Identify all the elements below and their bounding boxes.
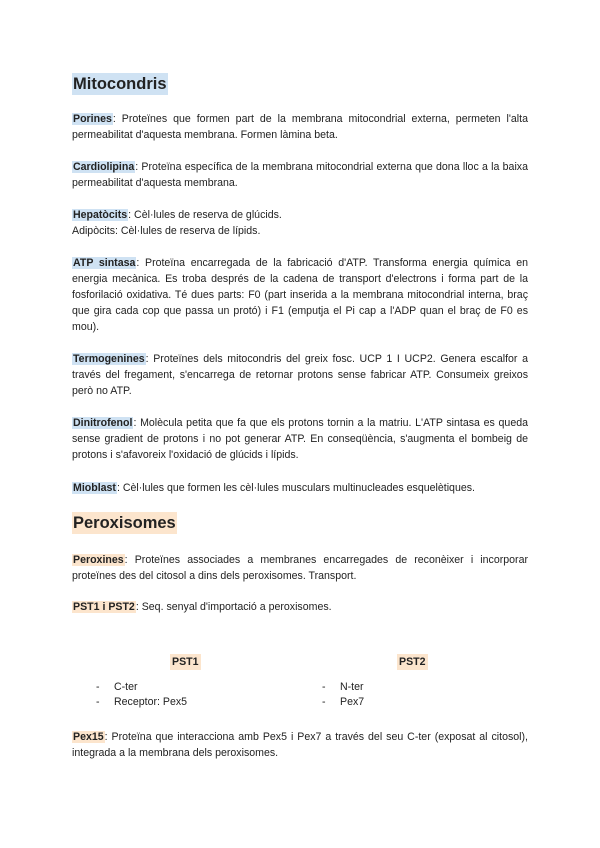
definition-adipocits: Adipòcits: Cèl·lules de reserva de lípids.	[72, 225, 261, 237]
entry-dinitrofenol	[72, 415, 528, 463]
entry-pex15	[72, 729, 528, 761]
term-atp-sintasa: ATP sintasa	[73, 257, 136, 269]
term-dinitrofenol: Dinitrofenol	[73, 417, 133, 429]
pst1-heading: PST1	[172, 656, 199, 668]
list-item: - Receptor: Pex5	[96, 695, 187, 710]
definition-porines: : Proteïnes que formen part de la membrana mitocondrial externa, permeten l'alta permeabilitat d'aquesta membrana. Formen làmina beta.	[72, 113, 528, 141]
definition-pex15: : Proteïna que interacciona amb Pex5 i Pex7 a través del seu C-ter (exposat al citosol), integrada a la membrana dels peroxisomes.	[72, 731, 528, 759]
section-title-mitocondris: Mitocondris	[73, 75, 167, 93]
term-hepatocits: Hepatòcits	[73, 209, 128, 221]
entry-cardiolipina	[72, 159, 528, 191]
definition-peroxines: : Proteïnes associades a membranes encarregades de reconèixer i incorporar proteïnes des del citosol a dins dels peroxisomes. Transport.	[72, 554, 528, 582]
definition-cardiolipina: : Proteïna específica de la membrana mitocondrial externa que dona lloc a la baixa permeabilitat d'aquesta membrana.	[72, 161, 528, 189]
term-porines: Porines	[73, 113, 112, 125]
definition-hepatocits: : Cèl·lules de reserva de glúcids.	[128, 209, 282, 221]
term-termogenines: Termogenines	[73, 353, 145, 365]
pst2-heading: PST2	[399, 656, 426, 668]
term-peroxines: Peroxines	[73, 554, 124, 566]
pst1-list	[96, 680, 187, 710]
definition-termogenines: : Proteïnes dels mitocondris del greix fosc. UCP 1 I UCP2. Genera escalfor a través del fregament, s'encarrega de retornar protons sense fabricar ATP. Consumeix greixos però no ATP.	[72, 353, 528, 397]
entry-pst1-pst2	[72, 599, 528, 615]
list-item: - N-ter	[322, 680, 364, 695]
list-item: - C-ter	[96, 680, 187, 695]
pst2-list	[322, 680, 364, 710]
section-title-peroxisomes: Peroxisomes	[73, 514, 176, 532]
list-item: - Pex7	[322, 695, 364, 710]
definition-dinitrofenol: : Molècula petita que fa que els protons tornin a la matriu. L'ATP sintasa es queda sense gradient de protons i no pot generar ATP. En conseqüència, s'augmenta el bombeig de protons i s'afavoreix l'oxidació de glúcids i lípids.	[72, 417, 528, 461]
entry-porines	[72, 111, 528, 143]
term-pex15: Pex15	[73, 731, 104, 743]
entry-peroxines	[72, 552, 528, 584]
definition-pst1-pst2: : Seq. senyal d'importació a peroxisomes.	[135, 601, 332, 613]
term-pst1-pst2: PST1 i PST2	[73, 601, 135, 613]
entry-hepatocits	[72, 207, 528, 239]
definition-atp-sintasa: : Proteïna encarregada de la fabricació d'ATP. Transforma energia química en energia mecànica. Es troba després de la cadena de transport d'electrons i forma part de la fosforilació oxidativa. Té dues parts: F0 (part inserida a la membrana mitocondrial interna, braç que gira cada cop que passa un protó) i F1 (emputja el Pi cap a l'ADP quan el braç de F0 es mou).	[72, 257, 528, 333]
term-mioblast: Mioblast	[73, 482, 116, 494]
entry-termogenines	[72, 351, 528, 399]
definition-mioblast: : Cèl·lules que formen les cèl·lules musculars multinucleades esquelètiques.	[116, 482, 475, 494]
entry-atp-sintasa	[72, 255, 528, 335]
term-cardiolipina: Cardiolipina	[73, 161, 135, 173]
entry-mioblast	[72, 480, 528, 496]
